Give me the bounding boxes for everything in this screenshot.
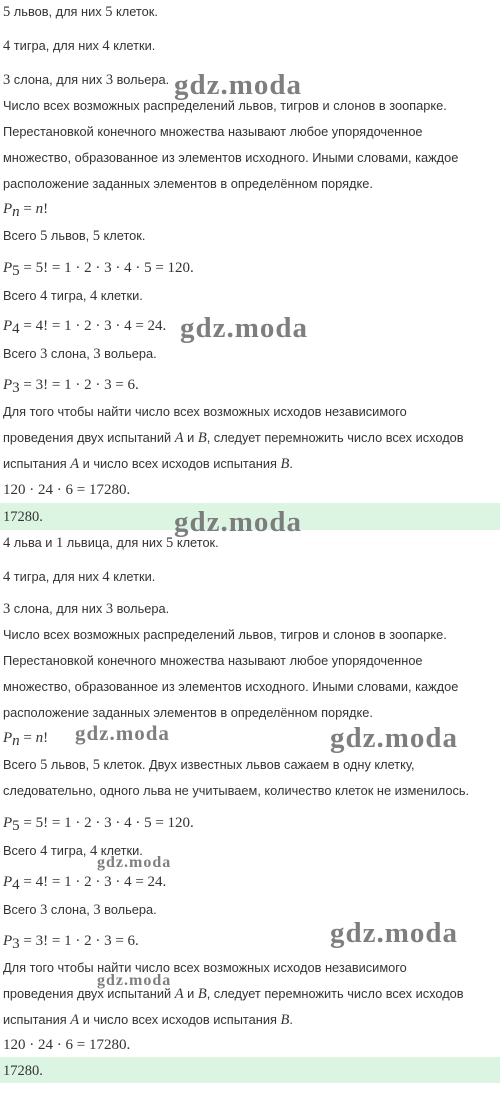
math-number: 5 bbox=[105, 4, 113, 20]
text-fragment: клетки. bbox=[109, 38, 156, 53]
text-fragment: . bbox=[289, 456, 293, 471]
text-fragment: Всего bbox=[3, 757, 41, 772]
p2-total-lions-continuation: следовательно, одного льва не учитываем, количество клеток не изменилось. bbox=[3, 783, 470, 798]
text-fragment: проведения двух испытаний bbox=[3, 430, 175, 445]
math-number: 4 bbox=[89, 288, 98, 304]
p2-answer-box bbox=[0, 1057, 500, 1083]
math-expression: = 5! = 1 · 2 · 3 · 4 · 5 = 120. bbox=[19, 815, 194, 831]
p2-definition-line: расположение заданных элементов в определённом порядке. bbox=[3, 705, 373, 720]
text-fragment: и bbox=[183, 986, 198, 1001]
math-number: 5 bbox=[166, 535, 174, 551]
watermark: gdz.moda bbox=[330, 917, 459, 949]
text-fragment: клеток. Двух известных львов сажаем в одну клетку, bbox=[100, 757, 415, 772]
math-variable: P bbox=[3, 260, 13, 276]
p1-definition-line: множество, образованное из элементов исходного. Иными словами, каждое bbox=[3, 150, 459, 165]
p1-elephants-line bbox=[3, 70, 169, 90]
p1-p5-formula bbox=[3, 258, 194, 278]
text-fragment: клеток. bbox=[173, 535, 219, 550]
math-subscript: 4 bbox=[12, 321, 20, 337]
answer-value: 17280. bbox=[3, 509, 43, 525]
p2-p5-formula bbox=[3, 813, 194, 833]
math-number: 4 bbox=[3, 535, 11, 551]
text-fragment: и число всех исходов испытания bbox=[79, 456, 281, 471]
math-number: 3 bbox=[93, 902, 101, 918]
p1-product-formula bbox=[3, 480, 130, 500]
text-fragment: Всего bbox=[3, 288, 41, 303]
text-fragment: вольера. bbox=[113, 601, 170, 616]
answer-value: 17280. bbox=[3, 1063, 43, 1079]
p1-definition-line: расположение заданных элементов в определённом порядке. bbox=[3, 176, 373, 191]
text-fragment: слона, для них bbox=[10, 601, 106, 616]
p2-rule-line bbox=[3, 1010, 293, 1030]
math-number: 5 bbox=[92, 757, 100, 773]
text-fragment: слона, для них bbox=[10, 72, 106, 87]
math-expression: = 3! = 1 · 2 · 3 = 6. bbox=[19, 933, 139, 949]
math-variable: P bbox=[3, 730, 13, 746]
p1-tigers-line bbox=[3, 36, 155, 56]
text-fragment: клетки. bbox=[97, 288, 143, 303]
math-variable: P bbox=[3, 201, 13, 217]
text-fragment: проведения двух испытаний bbox=[3, 986, 175, 1001]
math-number: 5 bbox=[40, 228, 48, 244]
math-number: 5 bbox=[92, 228, 100, 244]
text-fragment: львица, для них bbox=[63, 535, 167, 550]
text-fragment: Всего bbox=[3, 228, 41, 243]
text-fragment: и bbox=[183, 430, 198, 445]
math-subscript: n bbox=[12, 204, 20, 220]
text-fragment: тигра, для них bbox=[10, 569, 103, 584]
math-expression: = 5! = 1 · 2 · 3 · 4 · 5 = 120. bbox=[19, 260, 194, 276]
math-variable: B bbox=[280, 1012, 290, 1028]
math-variable: P bbox=[3, 377, 13, 393]
watermark: gdz.moda bbox=[97, 854, 172, 871]
math-number: 4 bbox=[89, 843, 98, 859]
p2-distributions-text: Число всех возможных распределений львов, тигров и слонов в зоопарке. bbox=[3, 627, 447, 642]
text-fragment: клеток. bbox=[112, 4, 158, 19]
math-number: 3 bbox=[40, 902, 48, 918]
math-number: 5 bbox=[3, 4, 11, 20]
math-operator: = bbox=[19, 730, 36, 746]
p2-rule-line bbox=[3, 984, 464, 1004]
watermark: gdz.moda bbox=[174, 69, 303, 101]
text-fragment: и число всех исходов испытания bbox=[79, 1012, 281, 1027]
p1-rule-line: Для того чтобы найти число всех возможных исходов независимого bbox=[3, 404, 407, 419]
math-variable: n bbox=[35, 730, 44, 746]
math-variable: P bbox=[3, 318, 13, 334]
p1-total-tigers-line bbox=[3, 286, 143, 306]
math-number: 5 bbox=[40, 757, 48, 773]
math-number: 3 bbox=[40, 346, 48, 362]
math-number: 3 bbox=[105, 72, 114, 88]
math-operator: ! bbox=[43, 730, 49, 746]
math-number: 3 bbox=[3, 72, 11, 88]
math-variable: P bbox=[3, 874, 13, 890]
text-fragment: клеток. bbox=[100, 228, 146, 243]
p2-product-formula bbox=[3, 1035, 130, 1055]
math-subscript: 4 bbox=[12, 877, 20, 893]
text-fragment: вольера. bbox=[113, 72, 170, 87]
text-fragment: , следует перемножить число всех исходов bbox=[206, 430, 464, 445]
math-number: 3 bbox=[3, 601, 11, 617]
text-fragment: Всего bbox=[3, 843, 41, 858]
p2-tigers-line bbox=[3, 567, 155, 587]
text-fragment: слона, bbox=[47, 346, 94, 361]
math-subscript: 5 bbox=[12, 263, 20, 279]
text-fragment: вольера. bbox=[100, 902, 157, 917]
text-fragment: Всего bbox=[3, 346, 41, 361]
math-variable: A bbox=[174, 430, 184, 446]
math-subscript: n bbox=[12, 733, 20, 749]
text-fragment: тигра, bbox=[47, 288, 90, 303]
text-fragment: . bbox=[289, 1012, 293, 1027]
math-expression: = 3! = 1 · 2 · 3 = 6. bbox=[19, 377, 139, 393]
math-operator: ! bbox=[43, 201, 49, 217]
p1-p4-formula bbox=[3, 316, 166, 336]
p2-p3-formula bbox=[3, 931, 139, 951]
text-fragment: , следует перемножить число всех исходов bbox=[206, 986, 464, 1001]
p1-p3-formula bbox=[3, 375, 139, 395]
text-fragment: львов, bbox=[47, 757, 93, 772]
text-fragment: льва и bbox=[10, 535, 56, 550]
text-fragment: Всего bbox=[3, 902, 41, 917]
math-subscript: 3 bbox=[12, 380, 20, 396]
math-variable: P bbox=[3, 933, 13, 949]
math-expression: = 4! = 1 · 2 · 3 · 4 = 24. bbox=[19, 874, 167, 890]
watermark: gdz.moda bbox=[330, 722, 459, 754]
math-number: 4 bbox=[102, 38, 110, 54]
math-expression: 120 · 24 · 6 = 17280. bbox=[3, 482, 131, 498]
p2-definition-line: Перестановкой конечного множества называют любое упорядоченное bbox=[3, 653, 423, 668]
math-number: 3 bbox=[93, 346, 101, 362]
math-number: 4 bbox=[40, 288, 48, 304]
text-fragment: львов, bbox=[47, 228, 93, 243]
text-fragment: клетки. bbox=[97, 843, 143, 858]
math-subscript: 5 bbox=[12, 818, 20, 834]
text-fragment: львов, для них bbox=[10, 4, 106, 19]
p1-distributions-text: Число всех возможных распределений львов, тигров и слонов в зоопарке. bbox=[3, 98, 447, 113]
p1-total-lions-line bbox=[3, 226, 145, 246]
watermark: gdz.moda bbox=[75, 721, 170, 745]
math-variable: A bbox=[70, 1012, 80, 1028]
text-fragment: тигра, bbox=[47, 843, 90, 858]
p2-total-elephants-line bbox=[3, 900, 157, 920]
p2-p4-formula bbox=[3, 872, 166, 892]
math-variable: A bbox=[174, 986, 184, 1002]
p1-permutation-formula bbox=[3, 199, 48, 219]
p2-total-lions-line bbox=[3, 755, 415, 775]
math-operator: = bbox=[19, 201, 36, 217]
p2-elephants-line bbox=[3, 599, 169, 619]
p2-permutation-formula bbox=[3, 728, 48, 748]
math-variable: A bbox=[70, 456, 80, 472]
math-number: 4 bbox=[3, 569, 11, 585]
p2-rule-line: Для того чтобы найти число всех возможных исходов независимого bbox=[3, 960, 407, 975]
text-fragment: тигра, для них bbox=[10, 38, 103, 53]
math-number: 1 bbox=[55, 535, 64, 551]
math-subscript: 3 bbox=[12, 936, 20, 952]
p1-definition-line: Перестановкой конечного множества называют любое упорядоченное bbox=[3, 124, 423, 139]
p1-lions-line bbox=[3, 2, 158, 22]
p1-total-elephants-line bbox=[3, 344, 157, 364]
math-variable: B bbox=[197, 430, 207, 446]
math-number: 4 bbox=[3, 38, 11, 54]
math-expression: = 4! = 1 · 2 · 3 · 4 = 24. bbox=[19, 318, 167, 334]
text-fragment: слона, bbox=[47, 902, 94, 917]
p2-definition-line: множество, образованное из элементов исходного. Иными словами, каждое bbox=[3, 679, 459, 694]
text-fragment: клетки. bbox=[109, 569, 156, 584]
math-number: 4 bbox=[40, 843, 48, 859]
p1-rule-line bbox=[3, 454, 293, 474]
watermark: gdz.moda bbox=[174, 506, 303, 538]
math-number: 3 bbox=[105, 601, 114, 617]
math-variable: B bbox=[197, 986, 207, 1002]
math-variable: n bbox=[35, 201, 44, 217]
text-fragment: вольера. bbox=[100, 346, 157, 361]
math-variable: P bbox=[3, 815, 13, 831]
watermark: gdz.moda bbox=[180, 312, 309, 344]
math-variable: B bbox=[280, 456, 290, 472]
math-expression: 120 · 24 · 6 = 17280. bbox=[3, 1037, 131, 1053]
text-fragment: испытания bbox=[3, 456, 71, 471]
watermark: gdz.moda bbox=[97, 972, 172, 989]
text-fragment: испытания bbox=[3, 1012, 71, 1027]
p1-rule-line bbox=[3, 428, 464, 448]
math-number: 4 bbox=[102, 569, 110, 585]
